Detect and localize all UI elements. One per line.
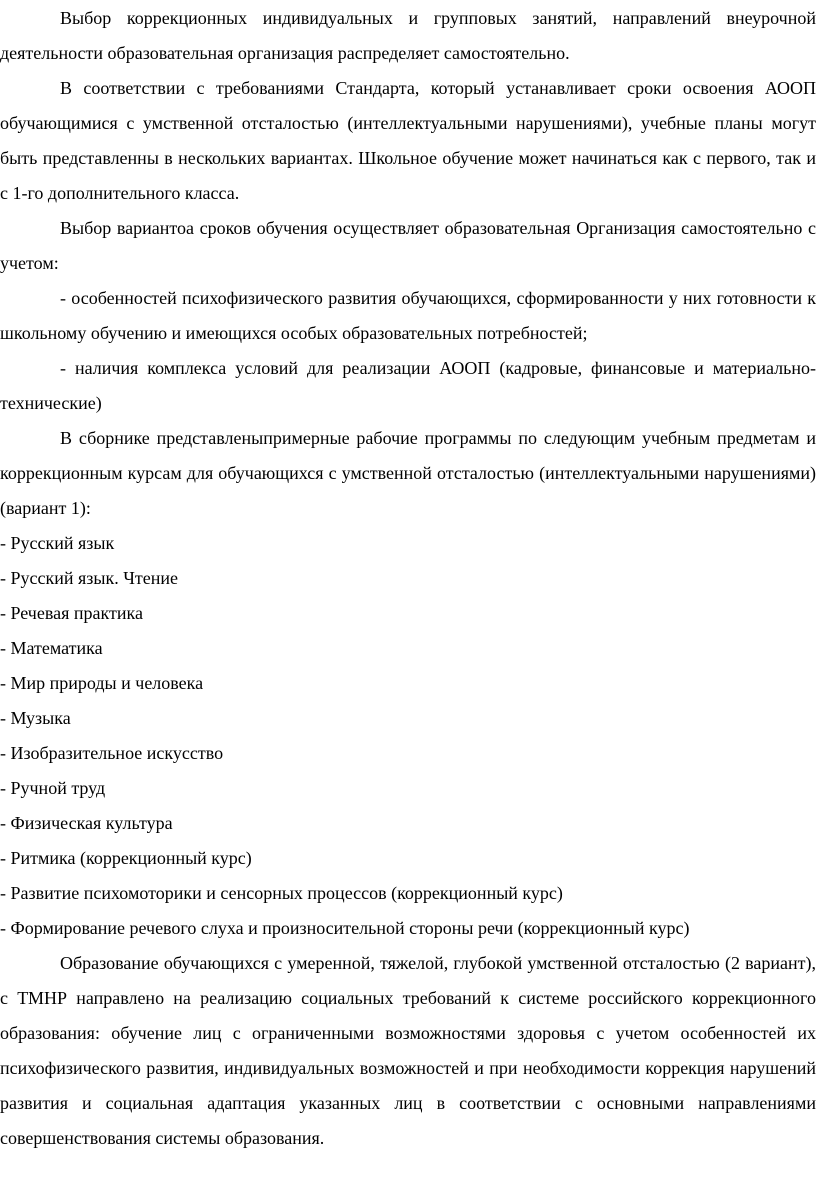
paragraph-standard-requirements: В соответствии с требованиями Стандарта, который устанавливает сроки освоения АООП обучающимися с умственной отсталостью (интеллектуальными нарушениями), учебные планы могут быть представленны в нескольких вариантах. Школьное обучение может начинаться как с первого, так и с 1-го дополнительного класса. bbox=[0, 78, 816, 203]
list-item: - Русский язык. Чтение bbox=[0, 568, 179, 588]
list-item: - Ритмика (коррекционный курс) bbox=[0, 848, 252, 868]
list-item: - Формирование речевого слуха и произносительной стороны речи (коррекционный курс) bbox=[0, 918, 690, 938]
list-item: - Математика bbox=[0, 638, 103, 658]
list-item: - Ручной труд bbox=[0, 778, 106, 798]
list-item: - Мир природы и человека bbox=[0, 673, 204, 693]
list-item: - Изобразительное искусство bbox=[0, 743, 224, 763]
list-item: - Музыка bbox=[0, 708, 71, 728]
paragraph-variant-2-education: Образование обучающихся с умеренной, тяжелой, глубокой умственной отсталостью (2 вариант), с ТМНР направлено на реализацию социальных требований к системе российского коррекционного образования: обучение лиц с ограниченными возможностями здоровья с учетом особенностей их психофизического развития, индивидуальных возможностей и при необходимости коррекция нарушений развития и социальная адаптация указанных лиц в соответствии с основными направлениями совершенствования системы образования. bbox=[0, 953, 816, 1148]
paragraph-variant-choice: Выбор вариантоа сроков обучения осуществляет образовательная Организация самостоятельно с учетом: bbox=[0, 218, 816, 273]
paragraph-conditions: - наличия комплекса условий для реализации АООП (кадровые, финансовые и материально-технические) bbox=[0, 358, 816, 413]
paragraph-correctional-choice: Выбор коррекционных индивидуальных и групповых занятий, направлений внеурочной деятельности образовательная организация распределяет самостоятельно. bbox=[0, 8, 816, 63]
list-item: - Русский язык bbox=[0, 533, 115, 553]
list-item: - Речевая практика bbox=[0, 603, 143, 623]
list-item: - Физическая культура bbox=[0, 813, 173, 833]
paragraph-psychophysical-features: - особенностей психофизического развития обучающихся, сформированности у них готовности к школьному обучению и имеющихся особых образовательных потребностей; bbox=[0, 288, 816, 343]
subjects-list bbox=[0, 526, 816, 946]
paragraph-collection-intro: В сборнике представленыпримерные рабочие программы по следующим учебным предметам и коррекционным курсам для обучающихся с умственной отсталостью (интеллектуальными нарушениями) (вариант 1): bbox=[0, 428, 816, 518]
list-item: - Развитие психомоторики и сенсорных процессов (коррекционный курс) bbox=[0, 883, 563, 903]
